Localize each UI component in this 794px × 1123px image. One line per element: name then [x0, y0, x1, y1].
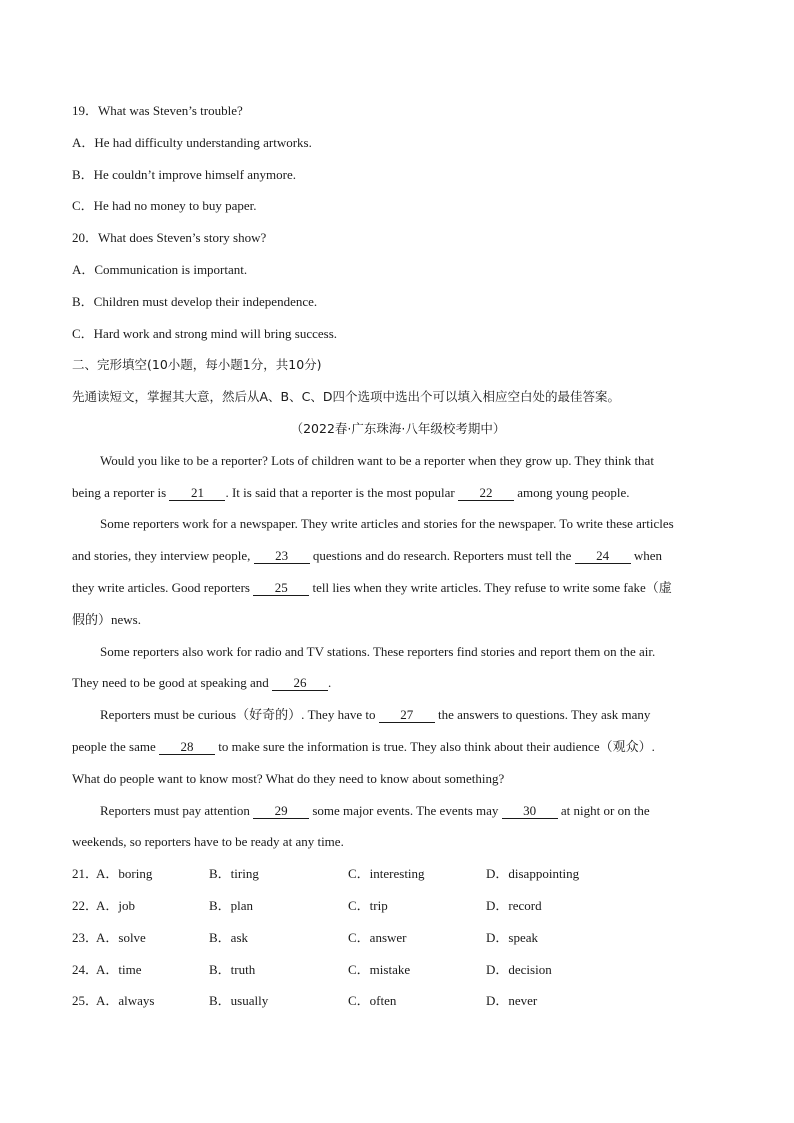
- passage-line: [72, 577, 724, 609]
- option-a: A．time: [96, 961, 142, 977]
- option-d: D．never: [486, 993, 538, 1009]
- passage-text: among young people.: [513, 484, 630, 500]
- option-c: C．mistake: [348, 961, 411, 977]
- section-heading: 二、完形填空(10小题，每小题1分，共10分): [72, 357, 322, 373]
- passage-line: [72, 545, 724, 577]
- question-20-option-b: B．Children must develop their independence.: [72, 293, 318, 309]
- passage-text: people the same: [72, 738, 159, 754]
- passage-line: [72, 482, 724, 514]
- passage-text: they write articles. Good reporters: [72, 579, 254, 595]
- option-number: 25．: [72, 993, 99, 1009]
- blank-21: 21: [169, 485, 225, 501]
- passage-line: [72, 672, 724, 704]
- section-instructions: 先通读短文，掌握其大意，然后从A、B、C、D四个选项中选出个可以填入相应空白处的最佳答案。: [72, 389, 620, 405]
- option-b: B．ask: [209, 929, 249, 945]
- blank-23: 23: [254, 548, 310, 564]
- passage-text: Reporters must be curious（好奇的）. They have to: [100, 707, 379, 723]
- blank-22: 22: [458, 485, 514, 501]
- passage-line: [72, 800, 724, 832]
- option-a: A．always: [96, 993, 155, 1009]
- answer-options: [72, 863, 724, 1022]
- question-19-stem: 19．What was Steven’s trouble?: [72, 103, 243, 118]
- passage-text: to make sure the information is true. They also think about their audience（观众）.: [215, 738, 655, 754]
- option-c: C．interesting: [348, 866, 425, 882]
- passage-text: some major events. The events may: [309, 802, 502, 818]
- option-c: C．trip: [348, 897, 388, 913]
- option-row-21: [72, 863, 724, 895]
- option-c: C．answer: [348, 929, 407, 945]
- passage-text: tell lies when they write articles. They refuse to write some fake（虚: [309, 579, 672, 595]
- option-row-25: [72, 990, 724, 1022]
- option-d: D．record: [486, 897, 542, 913]
- question-20-stem: 20．What does Steven’s story show?: [72, 230, 267, 246]
- option-number: 21．: [72, 866, 99, 882]
- passage-text: being a reporter is: [72, 484, 170, 500]
- option-row-24: [72, 959, 724, 991]
- option-number: 22．: [72, 897, 99, 913]
- passage-line: What do people want to know most? What do they need to know about something?: [72, 770, 505, 786]
- passage-line: Some reporters work for a newspaper. They write articles and stories for the newspaper. To write these articles: [100, 516, 674, 532]
- option-number: 24．: [72, 961, 99, 977]
- question-19-option-c: C．He had no money to buy paper.: [72, 198, 257, 214]
- passage-line: Would you like to be a reporter? Lots of children want to be a reporter when they grow up. They think that: [100, 452, 654, 468]
- passage-text: questions and do research. Reporters must tell the: [309, 548, 575, 564]
- blank-26: 26: [272, 675, 328, 691]
- passage-text: when: [630, 548, 663, 564]
- passage-text: the answers to questions. They ask many: [434, 707, 651, 723]
- passage-text: . It is said that a reporter is the most popular: [225, 484, 458, 500]
- option-b: B．tiring: [209, 866, 259, 882]
- option-a: A．boring: [96, 866, 153, 882]
- question-20-option-c: C．Hard work and strong mind will bring success.: [72, 325, 338, 341]
- blank-30: 30: [502, 803, 558, 819]
- blank-28: 28: [159, 739, 215, 755]
- passage-line: [72, 704, 724, 736]
- option-d: D．decision: [486, 961, 552, 977]
- passage-line: weekends, so reporters have to be ready at any time.: [72, 834, 344, 850]
- option-b: B．usually: [209, 993, 269, 1009]
- blank-24: 24: [575, 548, 631, 564]
- option-a: A．job: [96, 897, 136, 913]
- passage-text: Reporters must pay attention: [100, 802, 254, 818]
- option-d: D．speak: [486, 929, 538, 945]
- passage-source: （2022春·广东珠海·八年级校考期中）: [290, 420, 506, 436]
- passage-line: [72, 736, 724, 768]
- question-19-option-b: B．He couldn’t improve himself anymore.: [72, 166, 296, 182]
- passage-text: and stories, they interview people,: [72, 548, 254, 564]
- option-a: A．solve: [96, 929, 146, 945]
- passage-line: Some reporters also work for radio and TV stations. These reporters find stories and report them on the air.: [100, 643, 656, 659]
- question-19-option-a: A．He had difficulty understanding artworks.: [72, 134, 312, 150]
- option-row-22: [72, 895, 724, 927]
- blank-25: 25: [253, 580, 309, 596]
- blank-29: 29: [253, 803, 309, 819]
- option-c: C．often: [348, 993, 397, 1009]
- option-b: B．plan: [209, 897, 254, 913]
- option-d: D．disappointing: [486, 866, 580, 882]
- passage-text: They need to be good at speaking and: [72, 675, 272, 691]
- option-b: B．truth: [209, 961, 256, 977]
- passage-line: 假的）news.: [72, 611, 141, 627]
- worksheet-page: [72, 100, 724, 1022]
- option-number: 23．: [72, 929, 99, 945]
- option-row-23: [72, 927, 724, 959]
- passage-text: at night or on the: [557, 802, 650, 818]
- passage-text: .: [328, 675, 332, 691]
- question-20-option-a: A．Communication is important.: [72, 261, 248, 277]
- blank-27: 27: [379, 707, 435, 723]
